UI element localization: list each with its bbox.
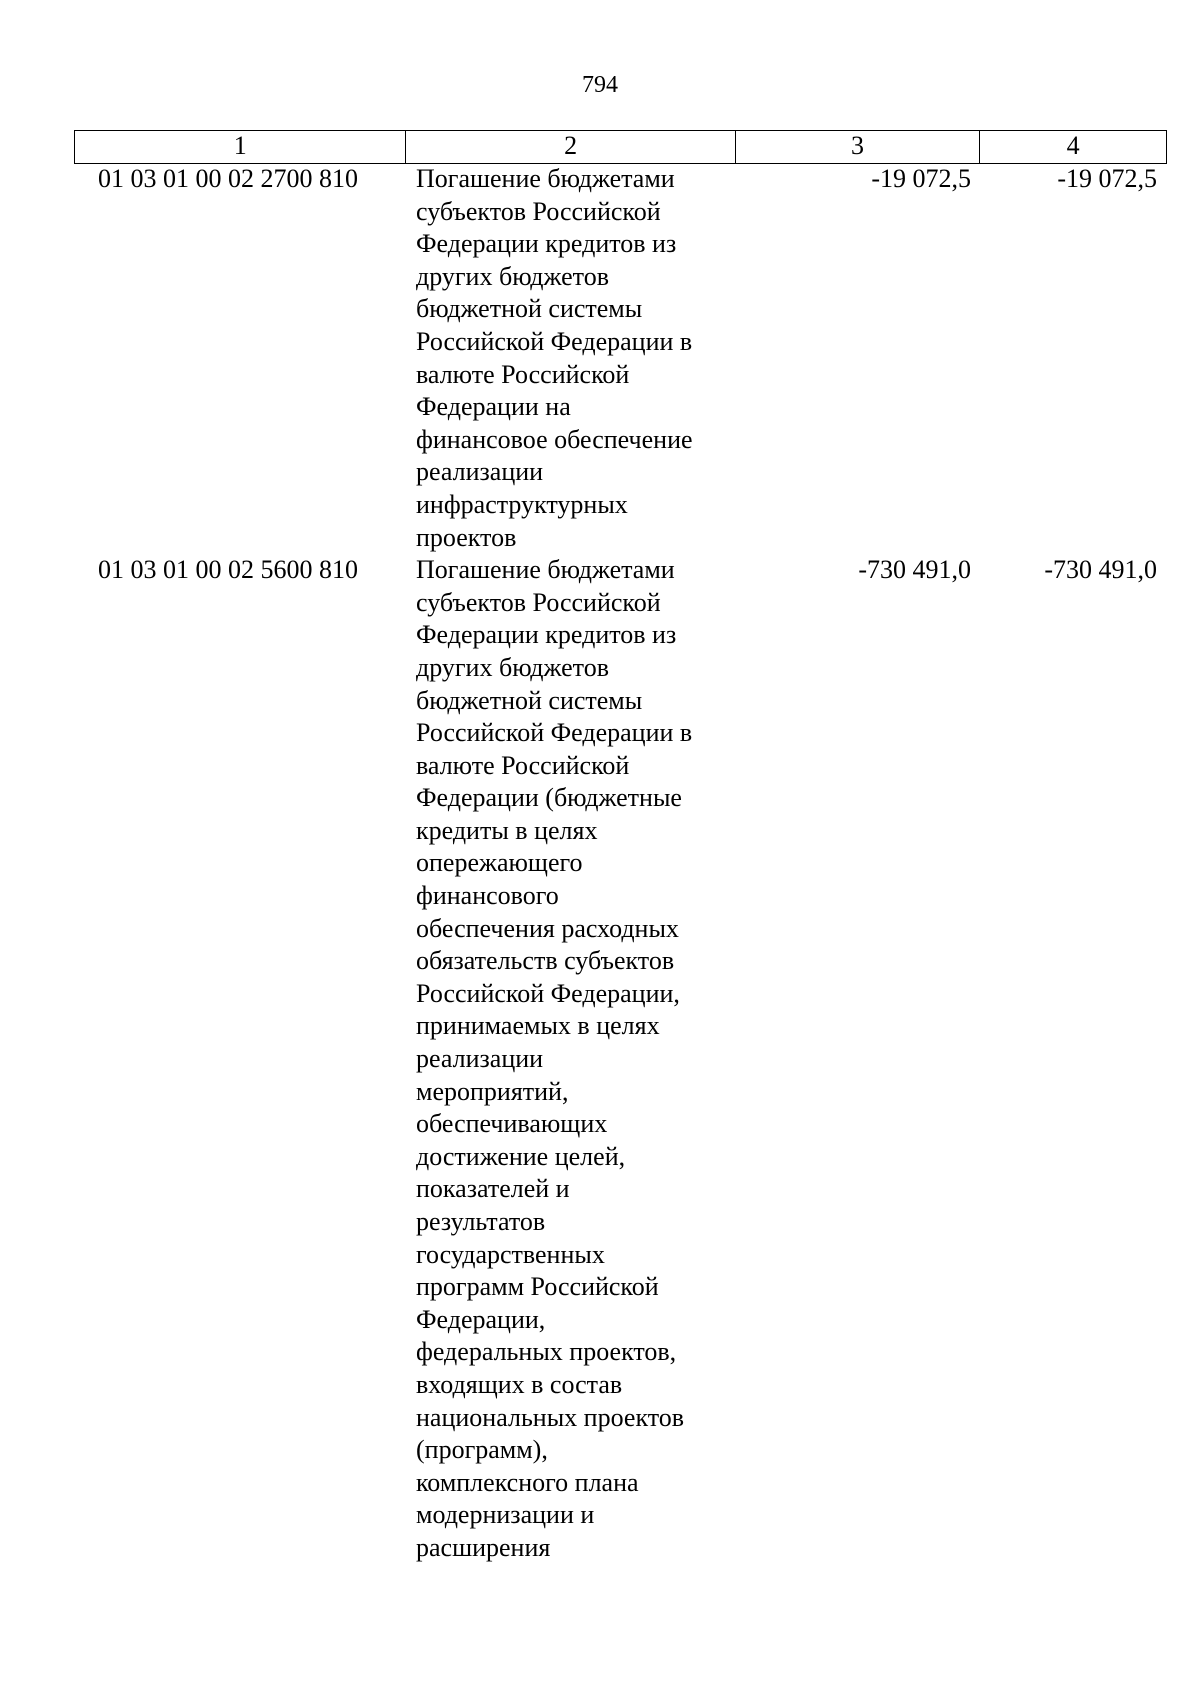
description-line: Федерации (бюджетные — [416, 783, 682, 813]
description-line: принимаемых в целях — [416, 1011, 660, 1041]
description-line: реализации — [416, 1044, 544, 1074]
description-line: бюджетной системы — [416, 294, 643, 324]
column-header-3: 3 — [736, 131, 981, 163]
description-line: расширения — [416, 1532, 551, 1562]
description-line: финансовое обеспечение — [416, 424, 693, 454]
description-line: (программ), — [416, 1435, 548, 1465]
description-line: опережающего — [416, 848, 583, 878]
description-line: Российской Федерации в — [416, 718, 693, 748]
description-line: обязательств субъектов — [416, 946, 675, 976]
description-line: достижение целей, — [416, 1141, 626, 1171]
description-cell — [406, 163, 736, 554]
description-line: валюте Российской — [416, 750, 630, 780]
description-line: модернизации и — [416, 1500, 595, 1530]
description-line: национальных проектов — [416, 1402, 685, 1432]
description-line: Российской Федерации, — [416, 978, 680, 1008]
description-cell — [406, 554, 736, 1564]
description-line: кредиты в целях — [416, 815, 598, 845]
description-line: других бюджетов — [416, 261, 609, 291]
description-line: результатов — [416, 1207, 546, 1236]
description-line: Федерации кредитов из — [416, 229, 677, 259]
description-line: бюджетной системы — [416, 685, 643, 715]
description-line: мероприятий, — [416, 1076, 569, 1106]
column-header-2: 2 — [406, 131, 735, 163]
table-header-row — [74, 130, 1167, 164]
table-row — [74, 554, 1167, 1564]
page-number: 794 — [582, 72, 618, 98]
description-line: финансового — [416, 881, 559, 911]
amount-column-3-cell: -19 072,5 — [871, 164, 971, 193]
description-line: комплексного плана — [416, 1467, 639, 1497]
description-line: Федерации на — [416, 392, 571, 422]
description-line: обеспечения расходных — [416, 913, 679, 943]
table-row — [74, 163, 1167, 554]
description-line: других бюджетов — [416, 652, 609, 682]
description-line: Погашение бюджетами — [416, 164, 675, 193]
description-line: Федерации, — [416, 1304, 546, 1334]
amount-column-3-cell: -730 491,0 — [858, 555, 971, 585]
table-body — [74, 163, 1167, 1565]
description-line: субъектов Российской — [416, 587, 661, 617]
description-line: показателей и — [416, 1174, 570, 1204]
amount-column-4-cell: -730 491,0 — [1044, 555, 1157, 585]
budget-code-cell: 01 03 01 00 02 5600 810 — [98, 555, 358, 585]
column-header-4: 4 — [1066, 131, 1080, 160]
budget-code-cell: 01 03 01 00 02 2700 810 — [98, 164, 358, 193]
description-line: Российской Федерации в — [416, 326, 693, 356]
description-line: субъектов Российской — [416, 196, 661, 226]
description-line: валюте Российской — [416, 359, 630, 389]
description-line: входящих в состав — [416, 1369, 623, 1399]
description-line: федеральных проектов, — [416, 1337, 677, 1367]
column-header-1: 1 — [75, 131, 406, 163]
amount-column-4-cell: -19 072,5 — [1057, 164, 1157, 193]
description-line: программ Российской — [416, 1272, 659, 1302]
description-line: инфраструктурных — [416, 489, 628, 519]
description-line: Погашение бюджетами — [416, 555, 675, 585]
description-line: проектов — [416, 522, 517, 552]
description-line: государственных — [416, 1239, 605, 1269]
description-line: Федерации кредитов из — [416, 620, 677, 650]
description-line: реализации — [416, 457, 544, 487]
description-line: обеспечивающих — [416, 1109, 608, 1139]
